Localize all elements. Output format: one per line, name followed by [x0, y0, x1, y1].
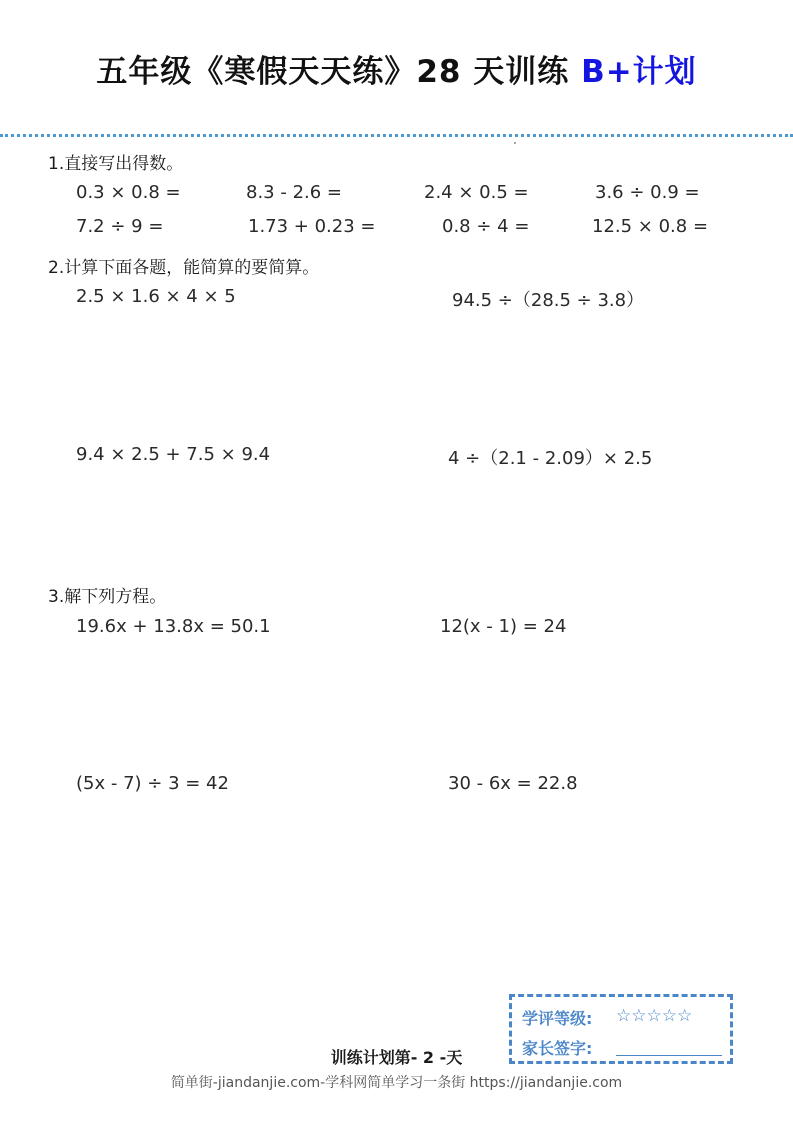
calc-problem-2: 94.5 ÷（28.5 ÷ 3.8） [452, 290, 645, 311]
parent-signature-label: 家长签字: [522, 1039, 593, 1058]
mental-problem-1: 0.3 × 0.8 = [76, 182, 181, 203]
mental-problem-8: 12.5 × 0.8 = [592, 216, 709, 237]
title-main: 五年级《寒假天天练》28 天训练 [96, 54, 582, 90]
equation-3: (5x - 7) ÷ 3 = 42 [76, 773, 229, 794]
stray-dot [514, 142, 516, 144]
mental-problem-7: 0.8 ÷ 4 = [442, 216, 530, 237]
title-plan-badge: B+计划 [581, 54, 697, 90]
calc-problem-1: 2.5 × 1.6 × 4 × 5 [76, 286, 236, 307]
mental-problem-4: 3.6 ÷ 0.9 = [595, 182, 700, 203]
mental-problem-3: 2.4 × 0.5 = [424, 182, 529, 203]
equation-4: 30 - 6x = 22.8 [448, 773, 578, 794]
dotted-divider [0, 134, 793, 137]
mental-problem-5: 7.2 ÷ 9 = [76, 216, 164, 237]
section-1-heading: 1.直接写出得数。 [48, 154, 184, 174]
calc-problem-3: 9.4 × 2.5 + 7.5 × 9.4 [76, 444, 271, 465]
grade-stars-icon: ☆☆☆☆☆ [616, 1006, 693, 1026]
grade-label: 学评等级: [522, 1009, 593, 1028]
training-day-label: 训练计划第- 2 -天 [330, 1048, 463, 1067]
section-2-heading: 2.计算下面各题，能简算的要简算。 [48, 258, 320, 278]
site-watermark: 简单街-jiandanjie.com-学科网简单学习一条街 https://jiandanjie.com [170, 1075, 623, 1091]
page-title [0, 46, 793, 91]
section-3-heading: 3.解下列方程。 [48, 587, 167, 607]
equation-2: 12(x - 1) = 24 [440, 616, 567, 637]
equation-1: 19.6x + 13.8x = 50.1 [76, 616, 271, 637]
calc-problem-4: 4 ÷（2.1 - 2.09）× 2.5 [448, 448, 653, 469]
mental-problem-2: 8.3 - 2.6 = [246, 182, 342, 203]
mental-problem-6: 1.73 + 0.23 = [248, 216, 376, 237]
